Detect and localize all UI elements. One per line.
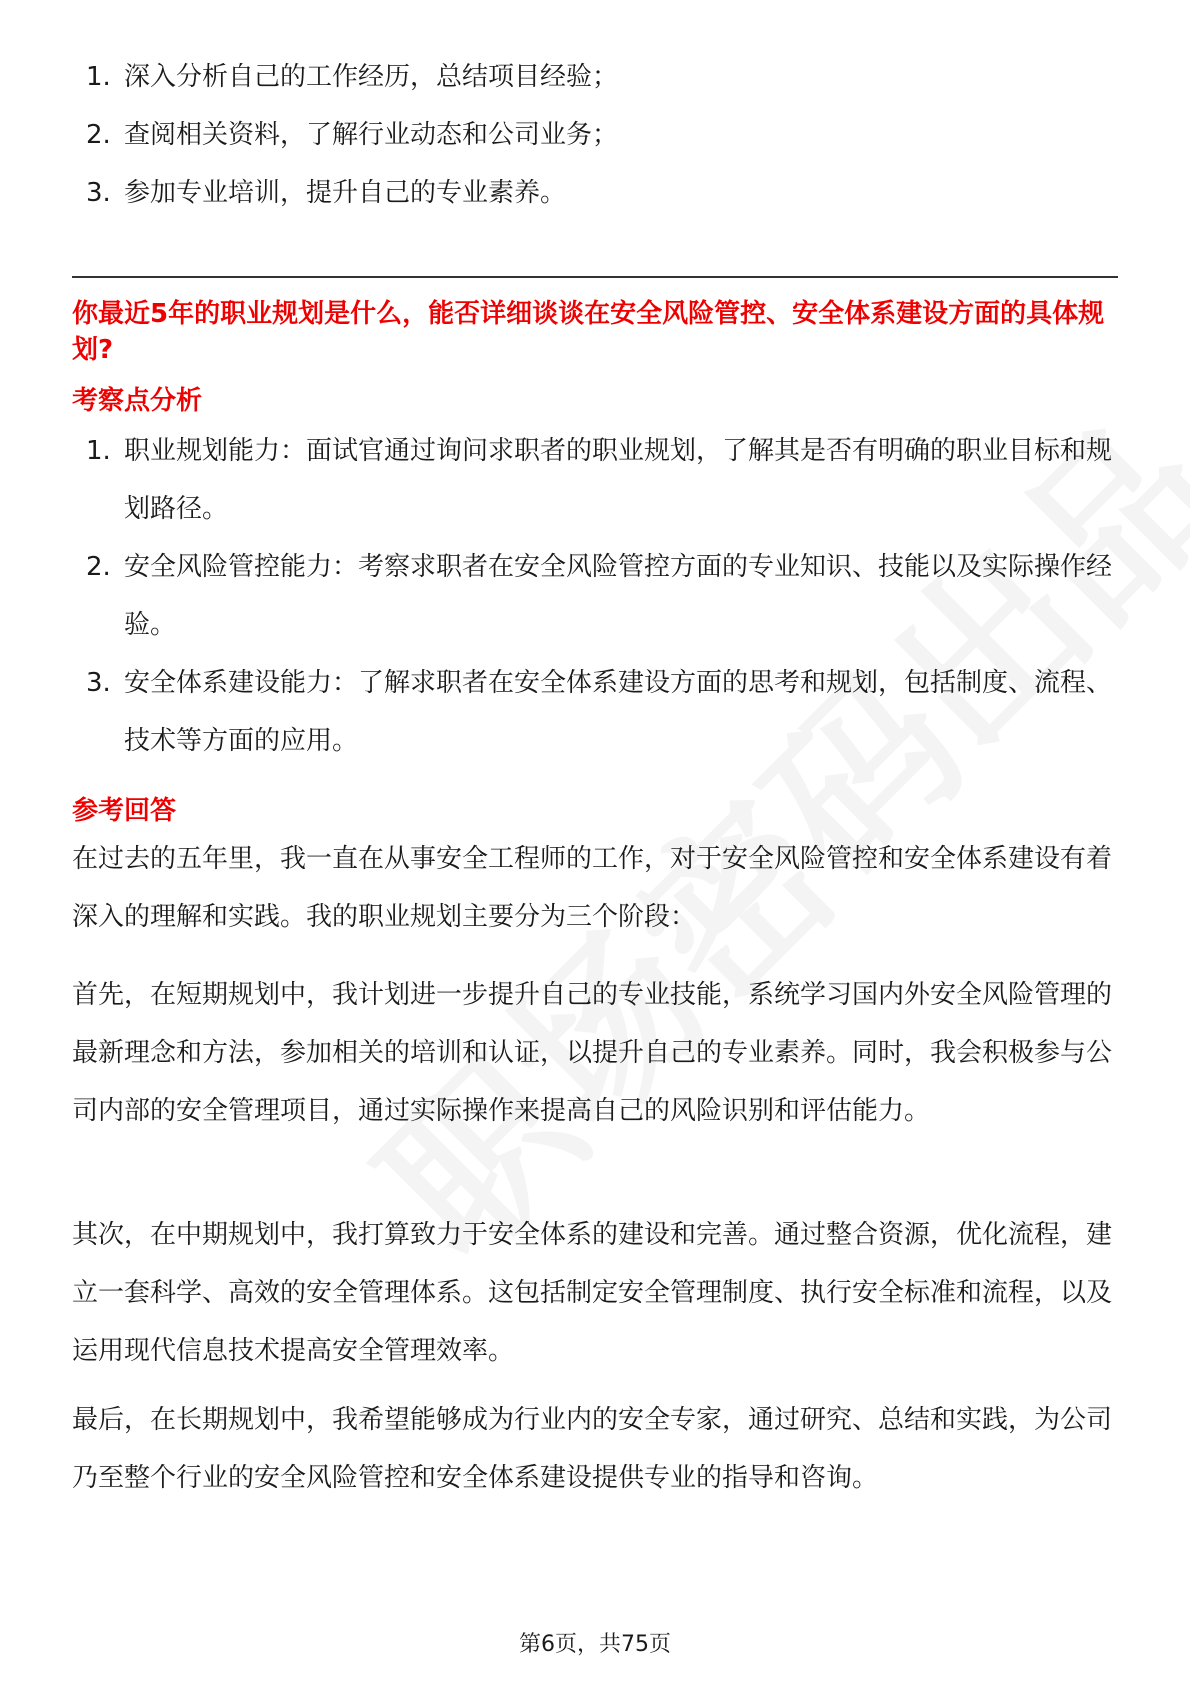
list-number: 3. [86,178,111,208]
page-footer: 第6页，共75页 [519,1632,671,1657]
top-list [74,48,1114,222]
list-item [74,538,1114,654]
list-item [74,48,1114,106]
section-divider [72,276,1118,278]
list-number: 1. [86,62,111,92]
list-text: 安全体系建设能力：了解求职者在安全体系建设方面的思考和规划，包括制度、流程、技术等方面的应用。 [124,668,1113,756]
list-number: 3. [86,668,111,698]
answer-heading: 参考回答 [72,796,177,826]
answer-paragraph: 首先，在短期规划中，我计划进一步提升自己的专业技能，系统学习国内外安全风险管理的最新理念和方法，参加相关的培训和认证，以提升自己的专业素养。同时，我会积极参与公司内部的安全管理项目，通过实际操作来提高自己的风险识别和评估能力。 [72,980,1113,1126]
list-number: 2. [86,552,111,582]
analysis-heading: 考察点分析 [72,386,203,416]
list-item [74,106,1114,164]
analysis-list [74,422,1114,770]
list-text: 职业规划能力：面试官通过询问求职者的职业规划，了解其是否有明确的职业目标和规划路径。 [124,436,1113,524]
list-text: 安全风险管控能力：考察求职者在安全风险管控方面的专业知识、技能以及实际操作经验。 [124,552,1113,640]
answer-paragraph: 最后，在长期规划中，我希望能够成为行业内的安全专家，通过研究、总结和实践，为公司乃至整个行业的安全风险管控和安全体系建设提供专业的指导和咨询。 [72,1405,1113,1493]
list-item [74,654,1114,770]
answer-paragraph: 其次，在中期规划中，我打算致力于安全体系的建设和完善。通过整合资源，优化流程，建立一套科学、高效的安全管理体系。这包括制定安全管理制度、执行安全标准和流程，以及运用现代信息技术提高安全管理效率。 [72,1220,1113,1366]
list-text: 查阅相关资料，了解行业动态和公司业务； [124,120,619,150]
answer-paragraph: 在过去的五年里，我一直在从事安全工程师的工作，对于安全风险管控和安全体系建设有着深入的理解和实践。我的职业规划主要分为三个阶段： [72,844,1113,932]
list-text: 参加专业培训，提升自己的专业素养。 [124,178,567,208]
list-text: 深入分析自己的工作经历，总结项目经验； [124,62,619,92]
list-item [74,164,1114,222]
question-heading: 你最近5年的职业规划是什么，能否详细谈谈在安全风险管控、安全体系建设方面的具体规划? [72,299,1105,365]
list-item [74,422,1114,538]
list-number: 2. [86,120,111,150]
list-number: 1. [86,436,111,466]
